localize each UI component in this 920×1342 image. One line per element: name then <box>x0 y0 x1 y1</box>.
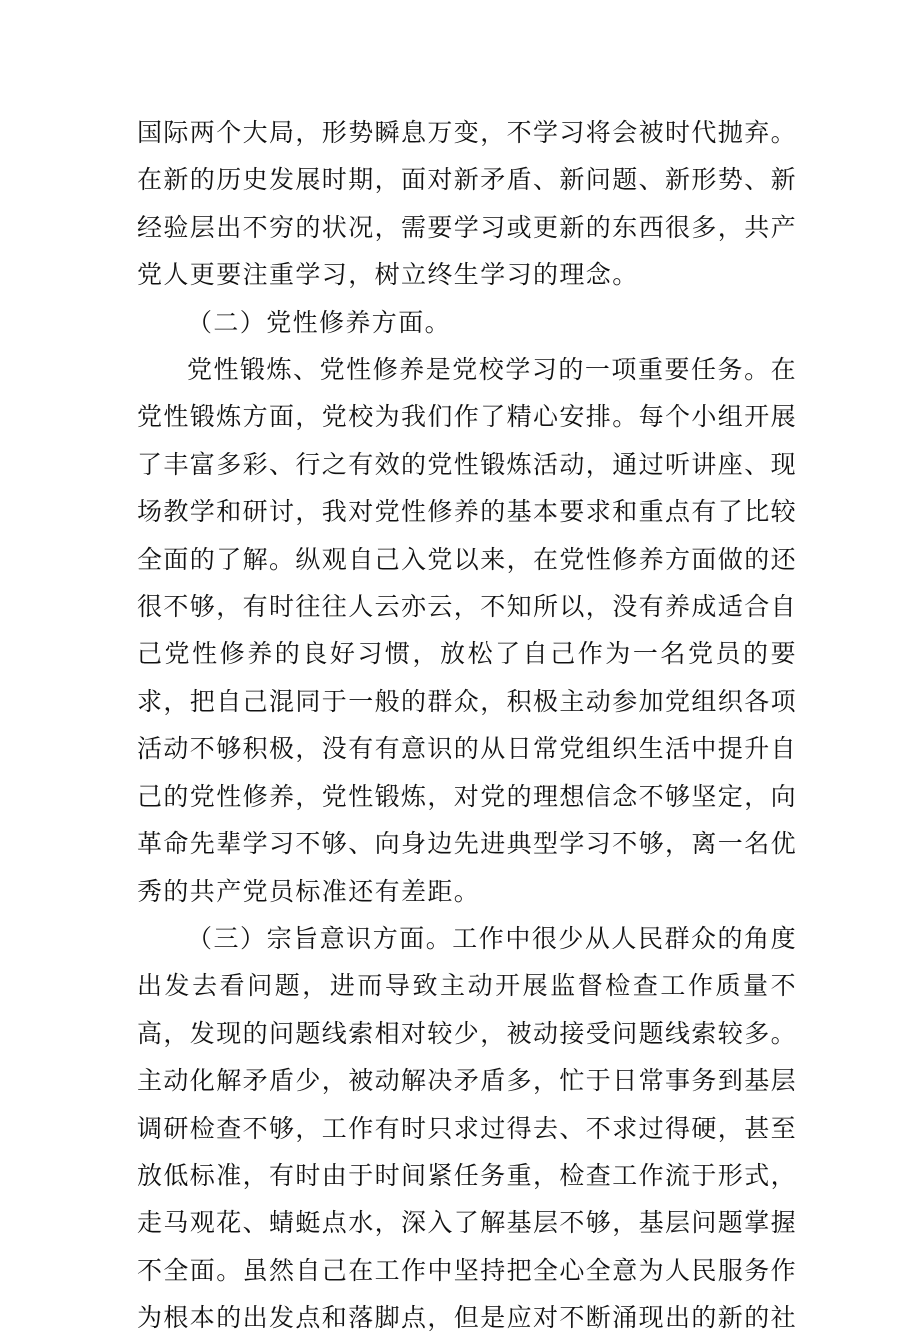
paragraph-continuation: 国际两个大局，形势瞬息万变，不学习将会被时代抛弃。在新的历史发展时期，面对新矛盾、新问题、新形势、新经验层出不穷的状况，需要学习或更新的东西很多，共产党人更要注重学习，树立终生学习的理念。 <box>137 118 798 290</box>
document-body <box>137 109 797 1342</box>
paragraph-purpose-awareness: （三）宗旨意识方面。工作中很少从人民群众的角度出发去看问题，进而导致主动开展监督检查工作质量不高，发现的问题线索相对较少，被动接受问题线索较多。主动化解矛盾少，被动解决矛盾多，忙于日常事务到基层调研检查不够，工作有时只求过得去、不求过得硬，甚至放低标准，有时由于时间紧任务重，检查工作流于形式，走马观花、蜻蜓点水，深入了解基层不够，基层问题掌握不全面。虽然自己在工作中坚持把全心全意为人民服务作为根本的出发点和落脚点，但是应对不断涌现出的新的社 <box>137 923 798 1333</box>
section-heading-party-spirit: （二）党性修养方面。 <box>187 307 452 337</box>
paragraph-party-spirit: 党性锻炼、党性修养是党校学习的一项重要任务。在党性锻炼方面，党校为我们作了精心安排。每个小组开展了丰富多彩、行之有效的党性锻炼活动，通过听讲座、现场教学和研讨，我对党性修养的基本要求和重点有了比较全面的了解。纵观自己入党以来，在党性修养方面做的还很不够，有时往往人云亦云，不知所以，没有养成适合自己党性修养的良好习惯，放松了自己作为一名党员的要求，把自己混同于一般的群众，积极主动参加党组织各项活动不够积极，没有有意识的从日常党组织生活中提升自己的党性修养，党性锻炼，对党的理想信念不够坚定，向革命先辈学习不够、向身边先进典型学习不够，离一名优秀的共产党员标准还有差距。 <box>137 355 798 906</box>
